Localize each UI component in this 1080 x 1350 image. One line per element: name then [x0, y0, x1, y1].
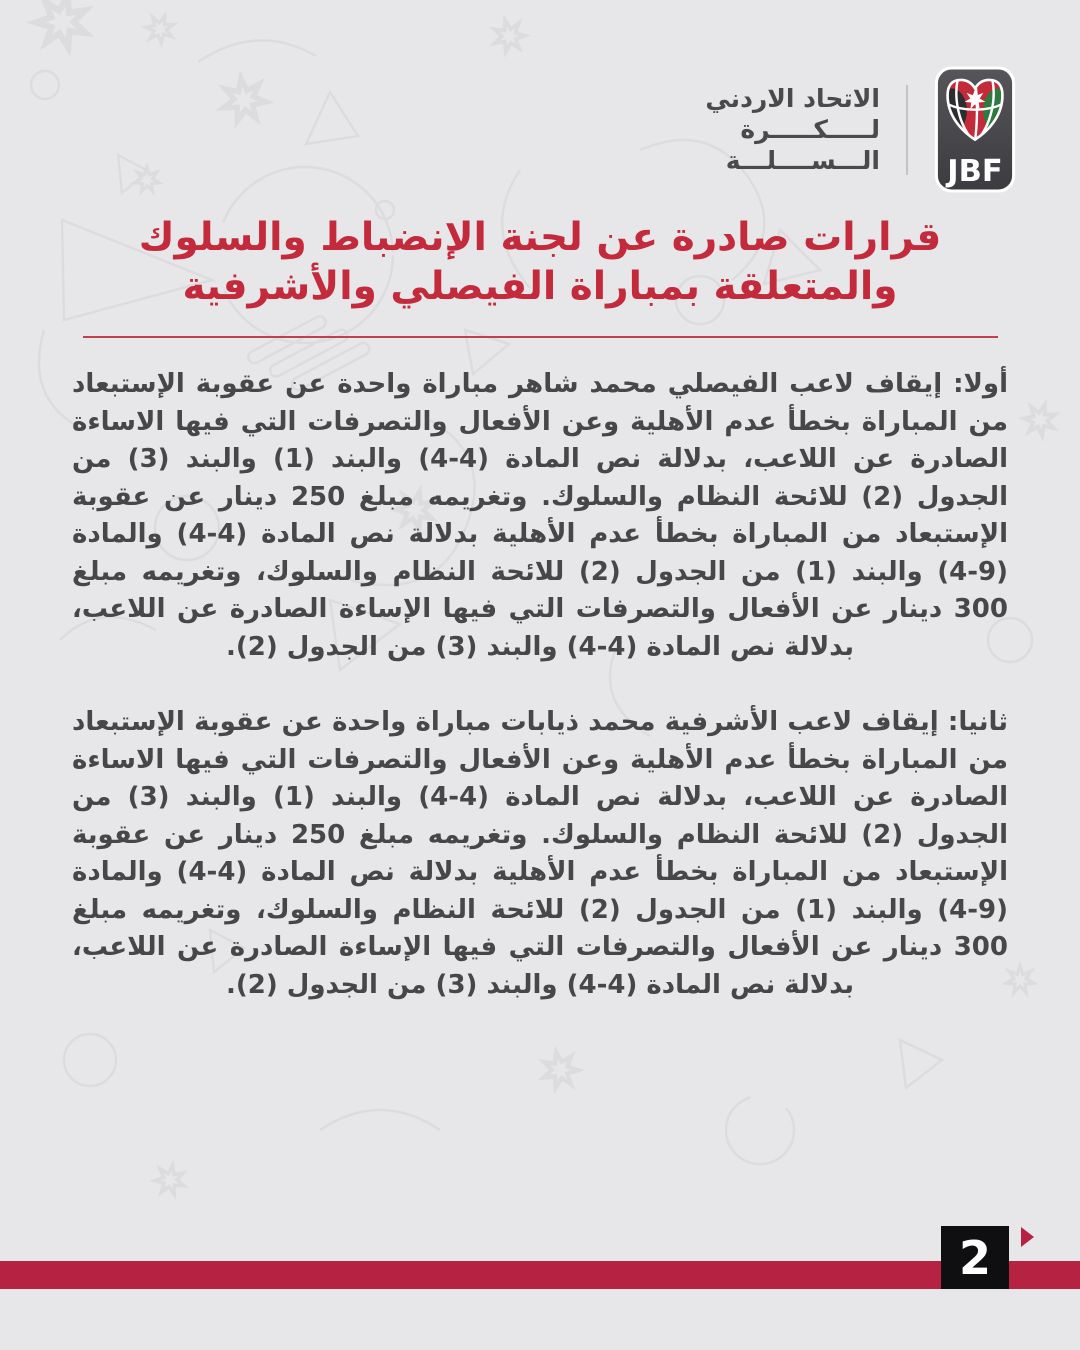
page-title: [0, 213, 1080, 311]
federation-name: [705, 83, 880, 176]
arrow-right-icon: [1021, 1227, 1034, 1247]
decision-paragraph-second: ثانيا: إيقاف لاعب الأشرفية محمد ذيابات مباراة واحدة عن عقوبة الإستبعاد من المباراة بخطأ عدم الأهلية وعن الأفعال والتصرفات التي فيها الاساءة الصادرة عن اللاعب، بدلالة نص المادة (4-4) والبند (1) والبند (3) من الجدول (2) للائحة النظام والسلوك. وتغريمه مبلغ 250 دينار عن عقوبة الإستبعاد من المباراة بخطأ عدم الأهلية بدلالة نص المادة (4-4) والمادة (9-4) والبند (1) من الجدول (2) للائحة النظام والسلوك، وتغريمه مبلغ 300 دينار عن الأفعال والتصرفات التي فيها الإساءة الصادرة عن اللاعب، بدلالة نص المادة (4-4) والبند (3) من الجدول (2).: [72, 707, 1008, 1000]
page-title-line2: والمتعلقة بمباراة الفيصلي والأشرفية: [182, 264, 898, 309]
page-title-line1: قرارات صادرة عن لجنة الإنضباط والسلوك: [138, 215, 942, 260]
jbf-logo-icon: [934, 66, 1016, 193]
page-number: 2: [958, 1230, 991, 1285]
page-number-badge: [941, 1226, 1009, 1289]
decision-paragraph-first: أولا: إيقاف لاعب الفيصلي محمد شاهر مباراة واحدة عن عقوبة الإستبعاد من المباراة بخطأ عدم الأهلية وعن الأفعال والتصرفات التي فيها الاساءة الصادرة عن اللاعب، بدلالة نص المادة (4-4) والبند (1) والبند (3) من الجدول (2) للائحة النظام والسلوك. وتغريمه مبلغ 250 دينار عن عقوبة الإستبعاد من المباراة بخطأ عدم الأهلية بدلالة نص المادة (4-4) والمادة (9-4) والبند (1) من الجدول (2) للائحة النظام والسلوك، وتغريمه مبلغ 300 دينار عن الأفعال والتصرفات التي فيها الإساءة الصادرة عن اللاعب، بدلالة نص المادة (4-4) والبند (3) من الجدول (2).: [72, 369, 1008, 662]
federation-name-line3: الـــســــلـــة: [725, 146, 880, 175]
title-underline: [83, 336, 998, 338]
logo-text: JBF: [947, 153, 1003, 189]
decision-text: [72, 366, 1008, 1004]
federation-name-line2: لـــــكـــــرة: [740, 115, 880, 144]
footer-bar: [0, 1261, 1080, 1289]
header: [705, 66, 1016, 193]
federation-name-line1: الاتحاد الاردني: [705, 84, 880, 113]
header-divider: [906, 85, 908, 175]
